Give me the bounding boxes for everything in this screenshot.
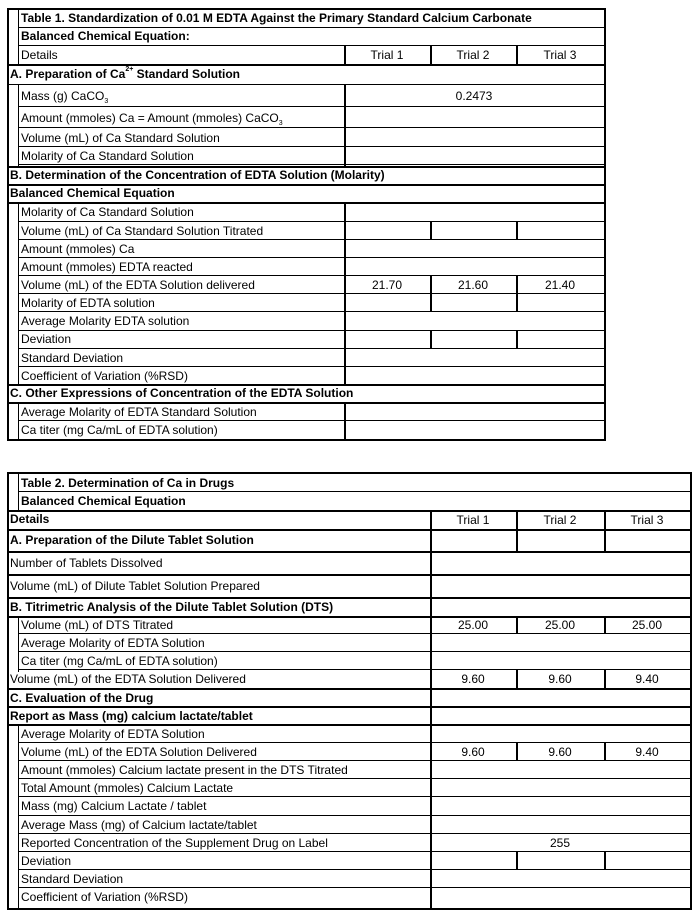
table1-row-volume-ca: Volume (mL) of Ca Standard Solution: [21, 131, 220, 145]
table1-section-b: B. Determination of the Concentration of EDTA Solution (Molarity): [10, 168, 385, 182]
table2-dts-trial3: 25.00: [631, 618, 663, 632]
table-rule: [18, 760, 690, 761]
table-rule: [18, 633, 690, 634]
table2-row-c1: Average Molarity of EDTA Solution: [21, 727, 205, 741]
table1-row-molarity-ca: Molarity of Ca Standard Solution: [21, 149, 194, 163]
table2-details-header: Details: [10, 512, 50, 526]
table2-row-b3: Ca titer (mg Ca/mL of EDTA solution): [21, 654, 218, 668]
table-rule: [516, 330, 518, 348]
table-rule: [7, 529, 690, 531]
table1-balanced-label: Balanced Chemical Equation:: [21, 29, 190, 43]
table2-dts-trial2: 25.00: [544, 618, 576, 632]
table-rule: [18, 742, 690, 743]
table2-edta-b-trial3: 9.40: [635, 672, 659, 686]
table2-row-c8: Deviation: [21, 854, 72, 868]
table1-details-header: Details: [21, 48, 58, 62]
table1-edta-trial1: 21.70: [371, 278, 403, 292]
table-rule: [7, 551, 690, 553]
table2-trial2-header: Trial 2: [543, 513, 577, 527]
table2-title: Table 2. Determination of Ca in Drugs: [21, 476, 235, 490]
table1-mass-value: 0.2473: [455, 89, 493, 103]
table2-section-a: A. Preparation of the Dilute Tablet Solution: [10, 533, 254, 547]
table2-row-c4: Total Amount (mmoles) Calcium Lactate: [21, 781, 234, 795]
table2-balanced-label: Balanced Chemical Equation: [21, 494, 186, 508]
table-rule: [7, 688, 690, 690]
table-rule: [7, 706, 690, 708]
table1-row-mass: Mass (g) CaCO$_3$: [21, 89, 109, 105]
table1-row-b9: Standard Deviation: [21, 351, 124, 365]
table-rule: [430, 221, 432, 239]
table2-section-b: B. Titrimetric Analysis of the Dilute Tablet Solution (DTS): [10, 600, 334, 614]
table-rule: [344, 202, 346, 384]
table2-row-b4: Volume (mL) of the EDTA Solution Delivered: [10, 672, 246, 686]
table-rule: [7, 597, 690, 599]
table-rule: [516, 221, 518, 239]
table-rule: [18, 669, 690, 670]
table2-row-b1: Volume (mL) of DTS Titrated: [21, 618, 174, 632]
table1-row-c2: Ca titer (mg Ca/mL of EDTA solution): [21, 423, 218, 437]
table2-trial3-header: Trial 3: [630, 513, 664, 527]
table-rule: [7, 202, 604, 204]
table-rule: [430, 330, 432, 348]
table1-section-a: A. Preparation of $Ca^{2+}$ Standard Solution: [10, 66, 241, 81]
table1-row-b7: Average Molarity EDTA solution: [21, 314, 190, 328]
table1-row-b6: Molarity of EDTA solution: [21, 296, 155, 310]
table-rule: [7, 908, 692, 910]
table-rule: [18, 403, 19, 440]
table2-row-c2: Volume (mL) of the EDTA Solution Delivered: [21, 745, 257, 759]
table1-row-amount: Amount (mmoles) Ca = Amount (mmoles) CaCO$_3$: [21, 111, 283, 127]
table2-row-a1: Number of Tablets Dissolved: [10, 556, 163, 570]
table2-label-value: 255: [549, 836, 571, 850]
table-rule: [18, 833, 690, 834]
table1-row-b10: Coefficient of Variation (%RSD): [21, 369, 188, 383]
table-rule: [18, 127, 604, 128]
table-rule: [18, 8, 19, 66]
table-rule: [18, 815, 690, 816]
table-rule: [18, 778, 690, 779]
table1-row-b5: Volume (mL) of the EDTA Solution delivered: [21, 278, 255, 292]
table-rule: [18, 348, 604, 349]
table1-trial3-header: Trial 3: [543, 48, 577, 62]
table-rule: [18, 726, 19, 908]
table-rule: [7, 64, 604, 66]
table-rule: [690, 472, 692, 910]
table-rule: [7, 724, 690, 726]
table-rule: [18, 851, 690, 852]
table-rule: [18, 84, 19, 166]
table2-trial1-header: Trial 1: [456, 513, 490, 527]
table-rule: [18, 617, 19, 672]
table2-edta-b-trial2: 9.60: [548, 672, 572, 686]
table-rule: [18, 420, 604, 421]
table-rule: [18, 491, 690, 492]
table-rule: [18, 164, 604, 165]
table2-section-c: C. Evaluation of the Drug: [10, 691, 154, 705]
table2-row-b2: Average Molarity of EDTA Solution: [21, 636, 205, 650]
table-rule: [7, 510, 690, 512]
table2-row-c6: Average Mass (mg) of Calcium lactate/tablet: [21, 818, 257, 832]
table2-row-c10: Coefficient of Variation (%RSD): [21, 890, 188, 904]
table-rule: [18, 257, 604, 258]
table-rule: [604, 851, 606, 869]
table2-edta-c-trial2: 9.60: [548, 745, 572, 759]
table-rule: [7, 8, 606, 10]
table-rule: [7, 439, 606, 441]
table-rule: [7, 84, 604, 85]
table1-edta-trial3: 21.40: [544, 278, 576, 292]
table-rule: [7, 472, 692, 474]
table2-edta-c-trial1: 9.60: [461, 745, 485, 759]
table2-section-c-report: Report as Mass (mg) calcium lactate/tablet: [10, 709, 253, 723]
table1-section-c: C. Other Expressions of Concentration of the EDTA Solution: [10, 386, 354, 400]
table-rule: [18, 887, 690, 888]
table-rule: [18, 106, 604, 107]
table-rule: [516, 851, 518, 869]
table1-row-b2: Volume (mL) of Ca Standard Solution Titrated: [21, 224, 264, 238]
table-rule: [18, 239, 604, 240]
table-rule: [604, 8, 606, 440]
table-rule: [344, 402, 346, 439]
table-rule: [18, 27, 604, 28]
table-rule: [18, 366, 604, 367]
table1-trial2-header: Trial 2: [456, 48, 490, 62]
table2-row-c5: Mass (mg) Calcium Lactate / tablet: [21, 799, 207, 813]
table2-row-c3: Amount (mmoles) Calcium lactate present in the DTS Titrated: [21, 763, 348, 777]
table-rule: [18, 869, 690, 870]
table2-edta-b-trial1: 9.60: [461, 672, 485, 686]
table-rule: [18, 146, 604, 147]
table-rule: [18, 796, 690, 797]
table1-row-b8: Deviation: [21, 332, 72, 346]
table1-row-b3: Amount (mmoles) Ca: [21, 242, 135, 256]
table1-row-b1: Molarity of Ca Standard Solution: [21, 205, 194, 219]
table-rule: [18, 651, 690, 652]
table2-edta-c-trial3: 9.40: [635, 745, 659, 759]
table1-title: Table 1. Standardization of 0.01 M EDTA Against the Primary Standard Calcium Carbonate: [21, 11, 532, 25]
table-rule: [7, 402, 604, 404]
table1-section-b-balanced: Balanced Chemical Equation: [10, 186, 175, 200]
table-rule: [7, 574, 690, 576]
table1-row-b4: Amount (mmoles) EDTA reacted: [21, 260, 193, 274]
table2-dts-trial1: 25.00: [457, 618, 489, 632]
table2-row-a2: Volume (mL) of Dilute Tablet Solution Prepared: [10, 579, 260, 593]
table-rule: [7, 472, 9, 910]
table-rule: [7, 8, 9, 440]
table2-row-c7: Reported Concentration of the Supplement Drug on Label: [21, 836, 328, 850]
table1-row-c1: Average Molarity of EDTA Standard Solution: [21, 405, 257, 419]
table-rule: [18, 311, 604, 312]
table1-edta-trial2: 21.60: [457, 278, 489, 292]
table2-row-c9: Standard Deviation: [21, 872, 124, 886]
table-rule: [18, 203, 19, 385]
table1-trial1-header: Trial 1: [370, 48, 404, 62]
